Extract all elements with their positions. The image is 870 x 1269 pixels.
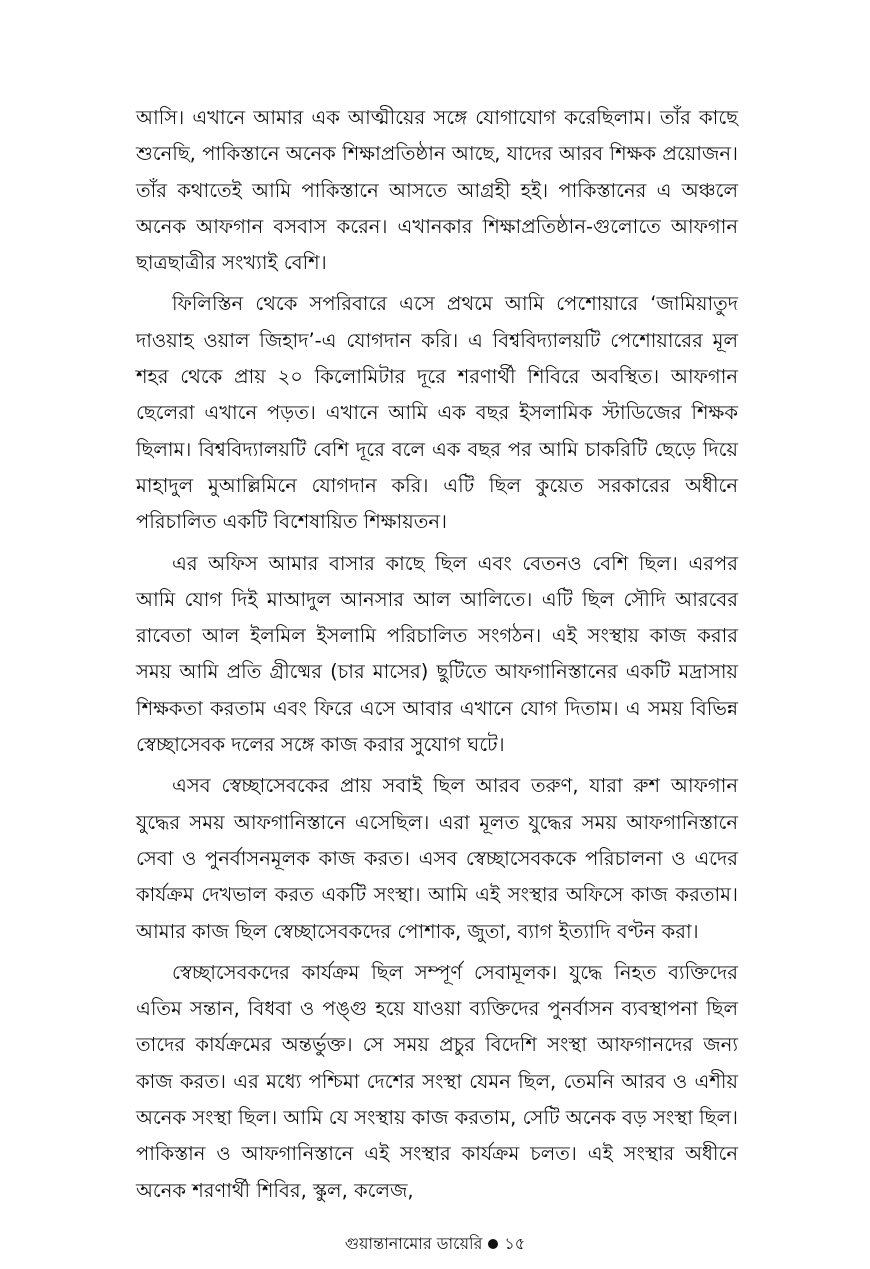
- body-text: [136, 100, 738, 1214]
- paragraph-2: ফিলিস্তিন থেকে সপরিবারে এসে প্রথমে আমি পেশোয়ারে ‘জামিয়াতুদ দাওয়াহ ওয়াল জিহাদ’-এ যোগদান করি। এ বিশ্ববিদ্যালয়টি পেশোয়ারের মূল শহর থেকে প্রায় ২০ কিলোমিটার দূরে শরণার্থী শিবিরে অবস্থিত। আফগান ছেলেরা এখানে পড়ত। এখানে আমি এক বছর ইসলামিক স্টাডিজের শিক্ষক ছিলাম। বিশ্ববিদ্যালয়টি বেশি দূরে বলে এক বছর পর আমি চাকরিটি ছেড়ে দিয়ে মাহাদুল মুআল্লিমিনে যোগদান করি। এটি ছিল কুয়েত সরকারের অধীনে পরিচালিত একটি বিশেষায়িত শিক্ষায়তন।: [136, 292, 738, 534]
- paragraph-4: এসব স্বেচ্ছাসেবকের প্রায় সবাই ছিল আরব তরুণ, যারা রুশ আফগান যুদ্ধের সময় আফগানিস্তানে এসেছিল। এরা মূলত যুদ্ধের সময় আফগানিস্তানে সেবা ও পুনর্বাসনমূলক কাজ করত। এসব স্বেচ্ছাসেবককে পরিচালনা ও এদের কার্যক্রম দেখভাল করত একটি সংস্থা। আমি এই সংস্থার অফিসে কাজ করতাম। আমার কাজ ছিল স্বেচ্ছাসেবকদের পোশাক, জুতা, ব্যাগ ইত্যাদি বণ্টন করা।: [136, 774, 738, 943]
- paragraph-3: এর অফিস আমার বাসার কাছে ছিল এবং বেতনও বেশি ছিল। এরপর আমি যোগ দিই মাআদুল আনসার আল আলিতে। এটি ছিল সৌদি আরবের রাবেতা আল ইলমিল ইসলামি পরিচালিত সংগঠন। এই সংস্থায় কাজ করার সময় আমি প্রতি গ্রীষ্মের (চার মাসের) ছুটিতে আফগানিস্তানের একটি মদ্রাসায় শিক্ষকতা করতাম এবং ফিরে এসে আবার এখানে যোগ দিতাম। এ সময় বিভিন্ন স্বেচ্ছাসেবক দলের সঙ্গে কাজ করার সুযোগ ঘটে।: [136, 551, 738, 757]
- paragraph-1: আসি। এখানে আমার এক আত্মীয়ের সঙ্গে যোগাযোগ করেছিলাম। তাঁর কাছে শুনেছি, পাকিস্তানে অনেক শিক্ষাপ্রতিষ্ঠান আছে, যাদের আরব শিক্ষক প্রয়োজন। তাঁর কথাতেই আমি পাকিস্তানে আসতে আগ্রহী হই। পাকিস্তানের এ অঞ্চলে অনেক আফগান বসবাস করেন। এখানকার শিক্ষাপ্রতিষ্ঠান-গুলোতে আফগান ছাত্রছাত্রীর সংখ্যাই বেশি।: [136, 106, 738, 275]
- footer-book-title: গুয়ান্তানামোর ডায়েরি: [344, 1234, 483, 1253]
- bullet-icon: [488, 1239, 498, 1249]
- paragraph-5: স্বেচ্ছাসেবকদের কার্যক্রম ছিল সম্পূর্ণ সেবামূলক। যুদ্ধে নিহত ব্যক্তিদের এতিম সন্তান, বিধবা ও পঙ্গু হয়ে যাওয়া ব্যক্তিদের পুনর্বাসন ব্যবস্থাপনা ছিল তাদের কার্যক্রমের অন্তর্ভুক্ত। সে সময় প্রচুর বিদেশি সংস্থা আফগানদের জন্য কাজ করত। এর মধ্যে পশ্চিমা দেশের সংস্থা যেমন ছিল, তেমনি আরব ও এশীয় অনেক সংস্থা ছিল। আমি যে সংস্থায় কাজ করতাম, সেটি অনেক বড় সংস্থা ছিল। পাকিস্তান ও আফগানিস্তানে এই সংস্থার কার্যক্রম চলত। এই সংস্থার অধীনে অনেক শরণার্থী শিবির, স্কুল, কলেজ,: [136, 960, 738, 1202]
- footer-page-number: ১৫: [504, 1234, 526, 1253]
- page-footer: [0, 1232, 870, 1256]
